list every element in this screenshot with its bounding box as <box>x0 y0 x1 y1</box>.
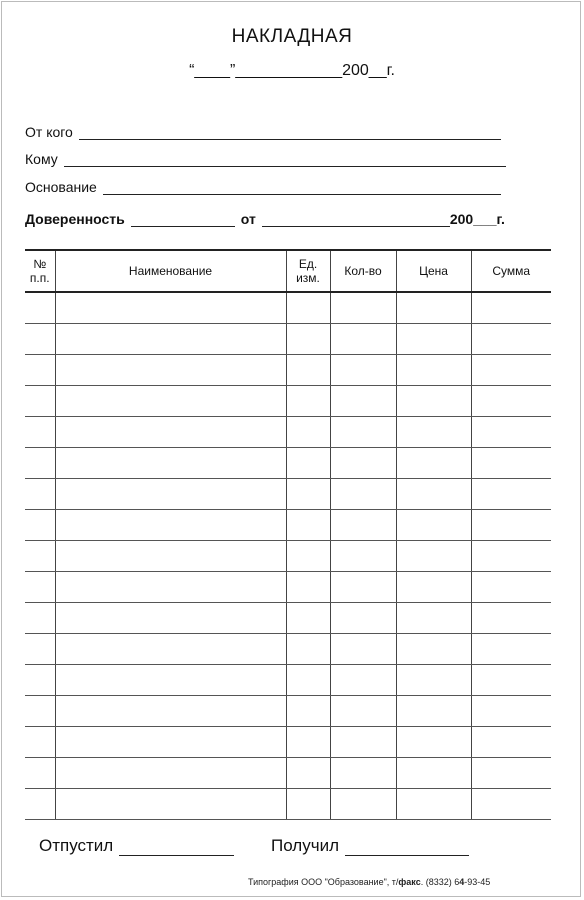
table-row <box>25 324 551 355</box>
table-cell[interactable] <box>471 417 551 448</box>
table-row <box>25 665 551 696</box>
table-cell[interactable] <box>55 727 286 758</box>
proxy-number-line[interactable] <box>131 212 235 227</box>
table-cell[interactable] <box>286 603 330 634</box>
table-cell[interactable] <box>286 510 330 541</box>
table-cell[interactable] <box>471 386 551 417</box>
proxy-from-label: от <box>240 211 256 227</box>
table-cell[interactable] <box>471 665 551 696</box>
table-cell[interactable] <box>471 603 551 634</box>
table-cell[interactable] <box>25 572 55 603</box>
col-unit-header: Ед. изм. <box>286 250 330 292</box>
table-cell[interactable] <box>471 727 551 758</box>
to-field-line[interactable] <box>64 152 506 167</box>
table-row <box>25 758 551 789</box>
table-cell[interactable] <box>55 634 286 665</box>
table-row <box>25 479 551 510</box>
col-sum-header: Сумма <box>471 250 551 292</box>
table-row <box>25 386 551 417</box>
table-row <box>25 789 551 820</box>
table-cell[interactable] <box>396 479 471 510</box>
table-cell[interactable] <box>286 789 330 820</box>
table-cell[interactable] <box>330 541 396 572</box>
table-cell[interactable] <box>286 727 330 758</box>
table-row <box>25 510 551 541</box>
col-qty-header: Кол-во <box>330 250 396 292</box>
table-cell[interactable] <box>396 324 471 355</box>
proxy-label: Доверенность <box>25 211 125 227</box>
table-cell[interactable] <box>330 417 396 448</box>
table-cell[interactable] <box>286 758 330 789</box>
table-cell[interactable] <box>396 355 471 386</box>
printer-footer <box>248 877 490 887</box>
table-cell[interactable] <box>396 665 471 696</box>
table-cell[interactable] <box>286 541 330 572</box>
table-cell[interactable] <box>25 727 55 758</box>
table-cell[interactable] <box>25 510 55 541</box>
table-cell[interactable] <box>330 789 396 820</box>
table-cell[interactable] <box>471 510 551 541</box>
table-cell[interactable] <box>55 448 286 479</box>
to-label: Кому <box>25 151 58 167</box>
table-cell[interactable] <box>25 386 55 417</box>
table-cell[interactable] <box>286 324 330 355</box>
table-cell[interactable] <box>330 355 396 386</box>
released-signature <box>39 836 234 856</box>
table-cell[interactable] <box>286 417 330 448</box>
table-row <box>25 355 551 386</box>
proxy-date-line[interactable] <box>262 212 450 227</box>
table-cell[interactable] <box>55 417 286 448</box>
table-cell[interactable] <box>286 355 330 386</box>
table-cell[interactable] <box>286 696 330 727</box>
table-cell[interactable] <box>55 355 286 386</box>
basis-field-line[interactable] <box>103 180 501 195</box>
table-cell[interactable] <box>330 758 396 789</box>
form-title: НАКЛАДНАЯ <box>231 26 353 47</box>
from-label: От кого <box>25 124 73 140</box>
received-label: Получил <box>271 836 339 855</box>
items-table <box>25 249 551 820</box>
table-cell[interactable] <box>471 572 551 603</box>
table-cell[interactable] <box>286 448 330 479</box>
footer-text-c: -93-45 <box>464 877 491 887</box>
table-cell[interactable] <box>396 417 471 448</box>
table-cell[interactable] <box>396 572 471 603</box>
table-cell[interactable] <box>286 292 330 324</box>
table-cell[interactable] <box>286 634 330 665</box>
table-cell[interactable] <box>55 696 286 727</box>
table-cell[interactable] <box>25 603 55 634</box>
table-cell[interactable] <box>396 510 471 541</box>
table-cell[interactable] <box>55 541 286 572</box>
table-cell[interactable] <box>396 696 471 727</box>
table-cell[interactable] <box>330 386 396 417</box>
table-cell[interactable] <box>330 448 396 479</box>
table-row <box>25 727 551 758</box>
footer-text-bold: факс <box>398 877 421 887</box>
basis-label: Основание <box>25 179 97 195</box>
table-row <box>25 417 551 448</box>
table-cell[interactable] <box>25 417 55 448</box>
table-cell[interactable] <box>55 603 286 634</box>
table-cell[interactable] <box>396 758 471 789</box>
table-cell[interactable] <box>330 665 396 696</box>
table-cell[interactable] <box>25 292 55 324</box>
table-cell[interactable] <box>471 758 551 789</box>
table-cell[interactable] <box>330 727 396 758</box>
table-cell[interactable] <box>286 386 330 417</box>
table-cell[interactable] <box>25 541 55 572</box>
table-cell[interactable] <box>396 634 471 665</box>
table-cell[interactable] <box>55 292 286 324</box>
from-row <box>25 124 501 140</box>
basis-row <box>25 179 501 195</box>
table-cell[interactable] <box>25 634 55 665</box>
table-cell[interactable] <box>25 448 55 479</box>
table-row <box>25 572 551 603</box>
released-label: Отпустил <box>39 836 114 855</box>
table-row <box>25 696 551 727</box>
table-cell[interactable] <box>471 292 551 324</box>
footer-text-b: . (8332) 6 <box>420 877 460 887</box>
table-row <box>25 603 551 634</box>
table-cell[interactable] <box>330 634 396 665</box>
col-price-header: Цена <box>396 250 471 292</box>
col-number-header: № п.п. <box>25 250 55 292</box>
table-cell[interactable] <box>396 386 471 417</box>
table-cell[interactable] <box>25 696 55 727</box>
date-line: “____”____________200__г. <box>189 62 395 79</box>
table-row <box>25 541 551 572</box>
table-cell[interactable] <box>25 355 55 386</box>
table-cell[interactable] <box>471 355 551 386</box>
table-row <box>25 448 551 479</box>
table-cell[interactable] <box>330 479 396 510</box>
footer-text-bold2: 4 <box>459 877 465 887</box>
table-cell[interactable] <box>471 479 551 510</box>
proxy-year-label: 200___г. <box>449 211 505 227</box>
from-field-line[interactable] <box>79 125 501 140</box>
table-cell[interactable] <box>25 758 55 789</box>
table-cell[interactable] <box>330 292 396 324</box>
table-cell[interactable] <box>471 448 551 479</box>
received-signature-line[interactable] <box>345 839 469 856</box>
table-cell[interactable] <box>330 324 396 355</box>
table-row <box>25 292 551 324</box>
table-cell[interactable] <box>396 541 471 572</box>
table-cell[interactable] <box>286 665 330 696</box>
col-name-header: Наименование <box>55 250 286 292</box>
table-cell[interactable] <box>396 292 471 324</box>
table-cell[interactable] <box>471 789 551 820</box>
table-cell[interactable] <box>471 696 551 727</box>
to-row <box>25 151 506 167</box>
table-cell[interactable] <box>286 572 330 603</box>
table-cell[interactable] <box>330 603 396 634</box>
table-row <box>25 634 551 665</box>
table-cell[interactable] <box>55 479 286 510</box>
table-cell[interactable] <box>330 572 396 603</box>
table-cell[interactable] <box>55 324 286 355</box>
table-cell[interactable] <box>25 665 55 696</box>
table-cell[interactable] <box>286 479 330 510</box>
table-cell[interactable] <box>55 386 286 417</box>
table-cell[interactable] <box>396 603 471 634</box>
released-signature-line[interactable] <box>119 839 234 856</box>
table-cell[interactable] <box>330 696 396 727</box>
table-cell[interactable] <box>396 789 471 820</box>
table-cell[interactable] <box>25 789 55 820</box>
table-cell[interactable] <box>471 634 551 665</box>
received-signature <box>271 836 469 856</box>
table-cell[interactable] <box>330 510 396 541</box>
table-cell[interactable] <box>25 324 55 355</box>
table-cell[interactable] <box>396 727 471 758</box>
table-cell[interactable] <box>396 448 471 479</box>
table-cell[interactable] <box>55 665 286 696</box>
footer-text-a: Типография ООО "Образование", т/ <box>248 877 399 887</box>
table-header-row <box>25 250 551 292</box>
table-cell[interactable] <box>471 324 551 355</box>
proxy-row <box>25 211 505 227</box>
table-cell[interactable] <box>55 758 286 789</box>
table-cell[interactable] <box>55 789 286 820</box>
table-cell[interactable] <box>55 572 286 603</box>
table-cell[interactable] <box>25 479 55 510</box>
table-cell[interactable] <box>55 510 286 541</box>
table-cell[interactable] <box>471 541 551 572</box>
